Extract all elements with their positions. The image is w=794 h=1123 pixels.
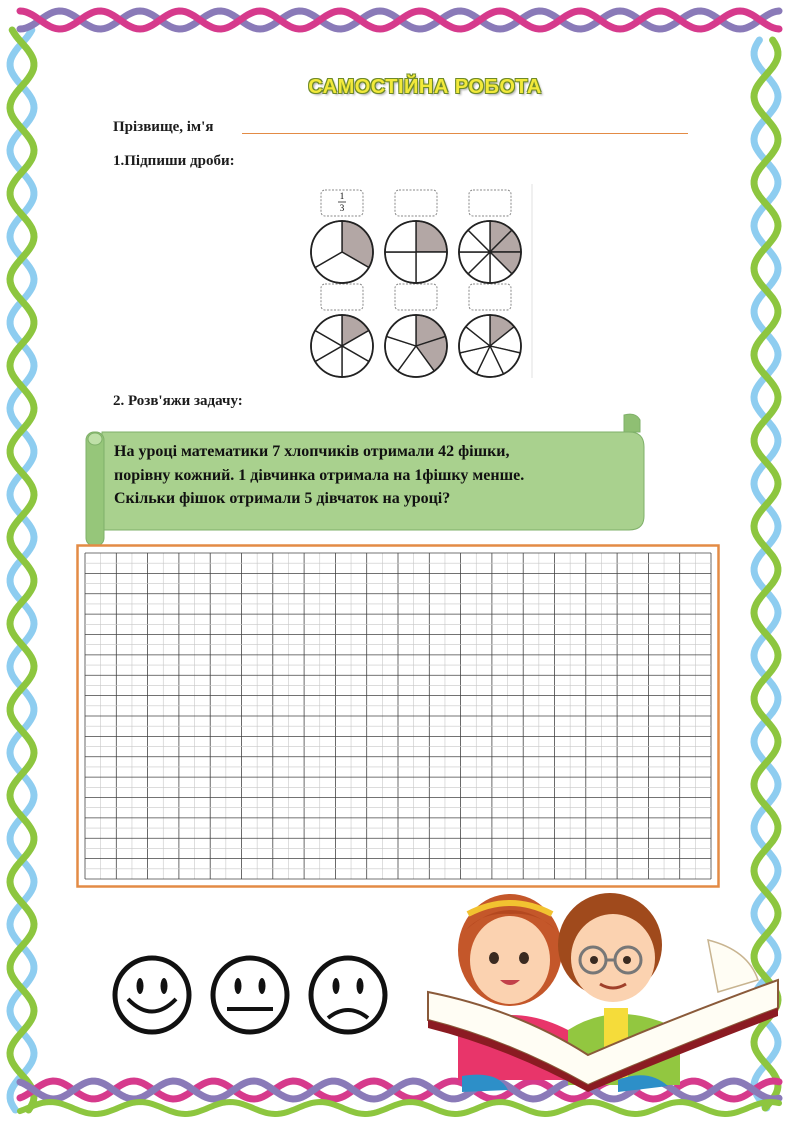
answer-grid[interactable] bbox=[76, 544, 720, 888]
task1-heading: 1.Підпиши дроби: bbox=[113, 153, 235, 169]
self-assessment-faces bbox=[108, 952, 398, 1038]
frame-strand bbox=[20, 1102, 779, 1114]
fraction-circle bbox=[311, 221, 373, 283]
fraction-answer-box[interactable] bbox=[321, 284, 363, 310]
fraction-answer-box[interactable] bbox=[395, 190, 437, 216]
fraction-answer-box[interactable] bbox=[395, 284, 437, 310]
fraction-circle bbox=[459, 221, 521, 283]
sad-face-icon[interactable] bbox=[311, 958, 385, 1032]
fraction-circles bbox=[300, 182, 540, 382]
neutral-face-icon[interactable] bbox=[213, 958, 287, 1032]
fraction-answer-box[interactable] bbox=[469, 190, 511, 216]
fraction-answer-box[interactable] bbox=[469, 284, 511, 310]
task2-heading: 2. Розв'яжи задачу: bbox=[113, 393, 243, 409]
fraction-numerator: 1 bbox=[339, 191, 345, 201]
fraction-denominator: 3 bbox=[339, 203, 345, 213]
problem-line: На уроці математики 7 хлопчиків отримали 42 фішки, bbox=[114, 443, 510, 460]
name-label: Прізвище, ім'я bbox=[113, 119, 214, 135]
page-title: САМОСТІЙНА РОБОТА bbox=[308, 76, 542, 98]
fraction-circle bbox=[385, 315, 447, 377]
fraction-circle bbox=[311, 315, 373, 377]
problem-line: Скільки фішок отримали 5 дівчаток на уроці? bbox=[114, 490, 451, 507]
fraction-circle bbox=[459, 315, 521, 377]
problem-text bbox=[114, 440, 634, 511]
name-input-line[interactable] bbox=[242, 133, 688, 134]
happy-face-icon[interactable] bbox=[115, 958, 189, 1032]
kids-reading-illustration bbox=[418, 880, 788, 1100]
problem-line: порівну кожний. 1 дівчинка отримала на 1фішку менше. bbox=[114, 466, 525, 484]
fraction-circle bbox=[385, 221, 447, 283]
